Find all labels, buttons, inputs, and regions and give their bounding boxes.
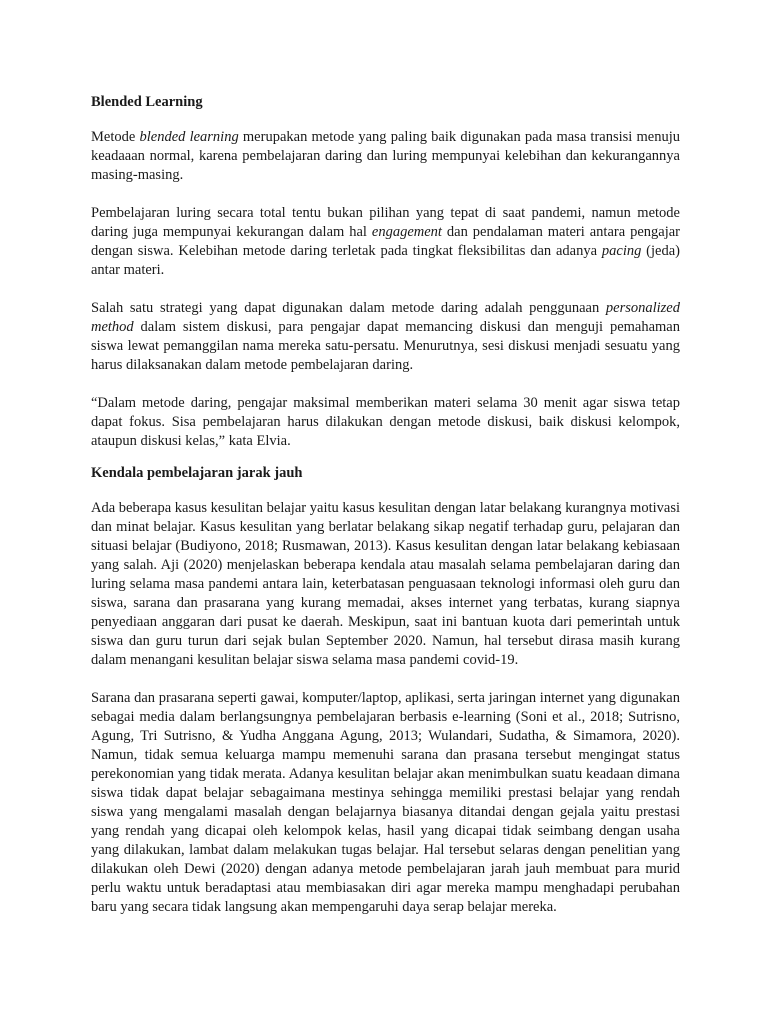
paragraph-strategy <box>91 299 680 375</box>
text-run: merupakan metode yang paling baik digunakan pada masa transisi menuju keadaaan normal, karena pembelajaran daring dan luring mempunyai kelebihan dan kekurangannya masing-masing. <box>91 129 680 183</box>
italic-term: blended learning <box>139 129 239 145</box>
paragraph-luring-daring <box>91 204 680 280</box>
italic-term: personalized method <box>91 300 680 335</box>
paragraph-quote: “Dalam metode daring, pengajar maksimal memberikan materi selama 30 menit agar siswa tetap dapat fokus. Sisa pembelajaran harus dilakukan dengan metode diskusi, baik diskusi kelompok, ataupun diskusi kelas,” kata Elvia. <box>91 395 680 449</box>
text-run: Pembelajaran luring secara total tentu bukan pilihan yang tepat di saat pandemi, namun metode daring juga mempunyai kekurangan dalam hal <box>91 205 680 240</box>
text-run: Metode <box>91 129 140 145</box>
heading-blended-learning: Blended Learning <box>91 94 203 110</box>
italic-term: pacing <box>601 243 642 259</box>
paragraph-kesulitan-belajar: Ada beberapa kasus kesulitan belajar yaitu kasus kesulitan dengan latar belakang kurangnya motivasi dan minat belajar. Kasus kesulitan yang berlatar belakang sikap negatif terhadap guru, pelajaran dan situasi belajar (Budiyono, 2018; Rusmawan, 2013). Kasus kesulitan dengan latar belakang kebiasaan yang salah. Aji (2020) menjelaskan beberapa kendala atau masalah selama pembelajaran daring dan luring selama masa pandemi antara lain, keterbatasan penguasaan teknologi informasi oleh guru dan siswa, sarana dan prasarana yang kurang memadai, akses internet yang terbatas, kurang siapnya penyediaan anggaran dari pusat ke daerah. Meskipun, saat ini bantuan kuota dari pemerintah untuk siswa dan guru turun dari sejak bulan September 2020. Namun, hal tersebut dirasa masih kurang dalam menangani kesulitan belajar siswa selama masa pandemi covid-19. <box>91 500 680 668</box>
heading-kendala: Kendala pembelajaran jarak jauh <box>91 465 303 481</box>
paragraph-sarana-prasarana: Sarana dan prasarana seperti gawai, komputer/laptop, aplikasi, serta jaringan internet yang digunakan sebagai media dalam berlangsungnya pembelajaran berbasis e-learning (Soni et al., 2018; Sutrisno, Agung, Tri Sutrisno, & Yudha Anggana Agung, 2013; Wulandari, Sudatha, & Simamora, 2020). Namun, tidak semua keluarga mampu memenuhi sarana dan prasana tersebut mengingat status perekonomian yang tidak merata. Adanya kesulitan belajar akan menimbulkan suatu keadaan dimana siswa tidak dapat belajar sebagaimana mestinya sehingga memiliki prestasi belajar yang rendah siswa yang mengalami masalah dengan belajarnya biasanya ditandai dengan gejala yaitu prestasi yang rendah yang dicapai oleh kelompok kelas, hasil yang dicapai tidak seimbang dengan usaha yang dilakukan, lambat dalam melakukan tugas belajar. Hal tersebut selaras dengan penelitian yang dilakukan oleh Dewi (2020) dengan adanya metode pembelajaran jarah jauh membuat para murid perlu waktu untuk beradaptasi atau membiasakan diri agar mereka mampu menghadapi perubahan baru yang secara tidak langsung akan mempengaruhi daya serap belajar mereka. <box>91 690 680 915</box>
text-run: (jeda) antar materi. <box>91 243 680 278</box>
text-run: dan pendalaman materi antara pengajar dengan siswa. Kelebihan metode daring terletak pada tingkat fleksibilitas dan adanya <box>91 224 680 259</box>
text-run: Salah satu strategi yang dapat digunakan dalam metode daring adalah penggunaan <box>91 300 606 316</box>
text-run: dalam sistem diskusi, para pengajar dapat memancing diskusi dan menguji pemahaman siswa lewat pemanggilan nama mereka satu-persatu. Menurutnya, sesi diskusi menjadi sesuatu yang harus dilaksanakan dalam metode pembelajaran daring. <box>91 319 680 373</box>
paragraph-blended-intro <box>91 128 680 185</box>
italic-term: engagement <box>371 224 442 240</box>
